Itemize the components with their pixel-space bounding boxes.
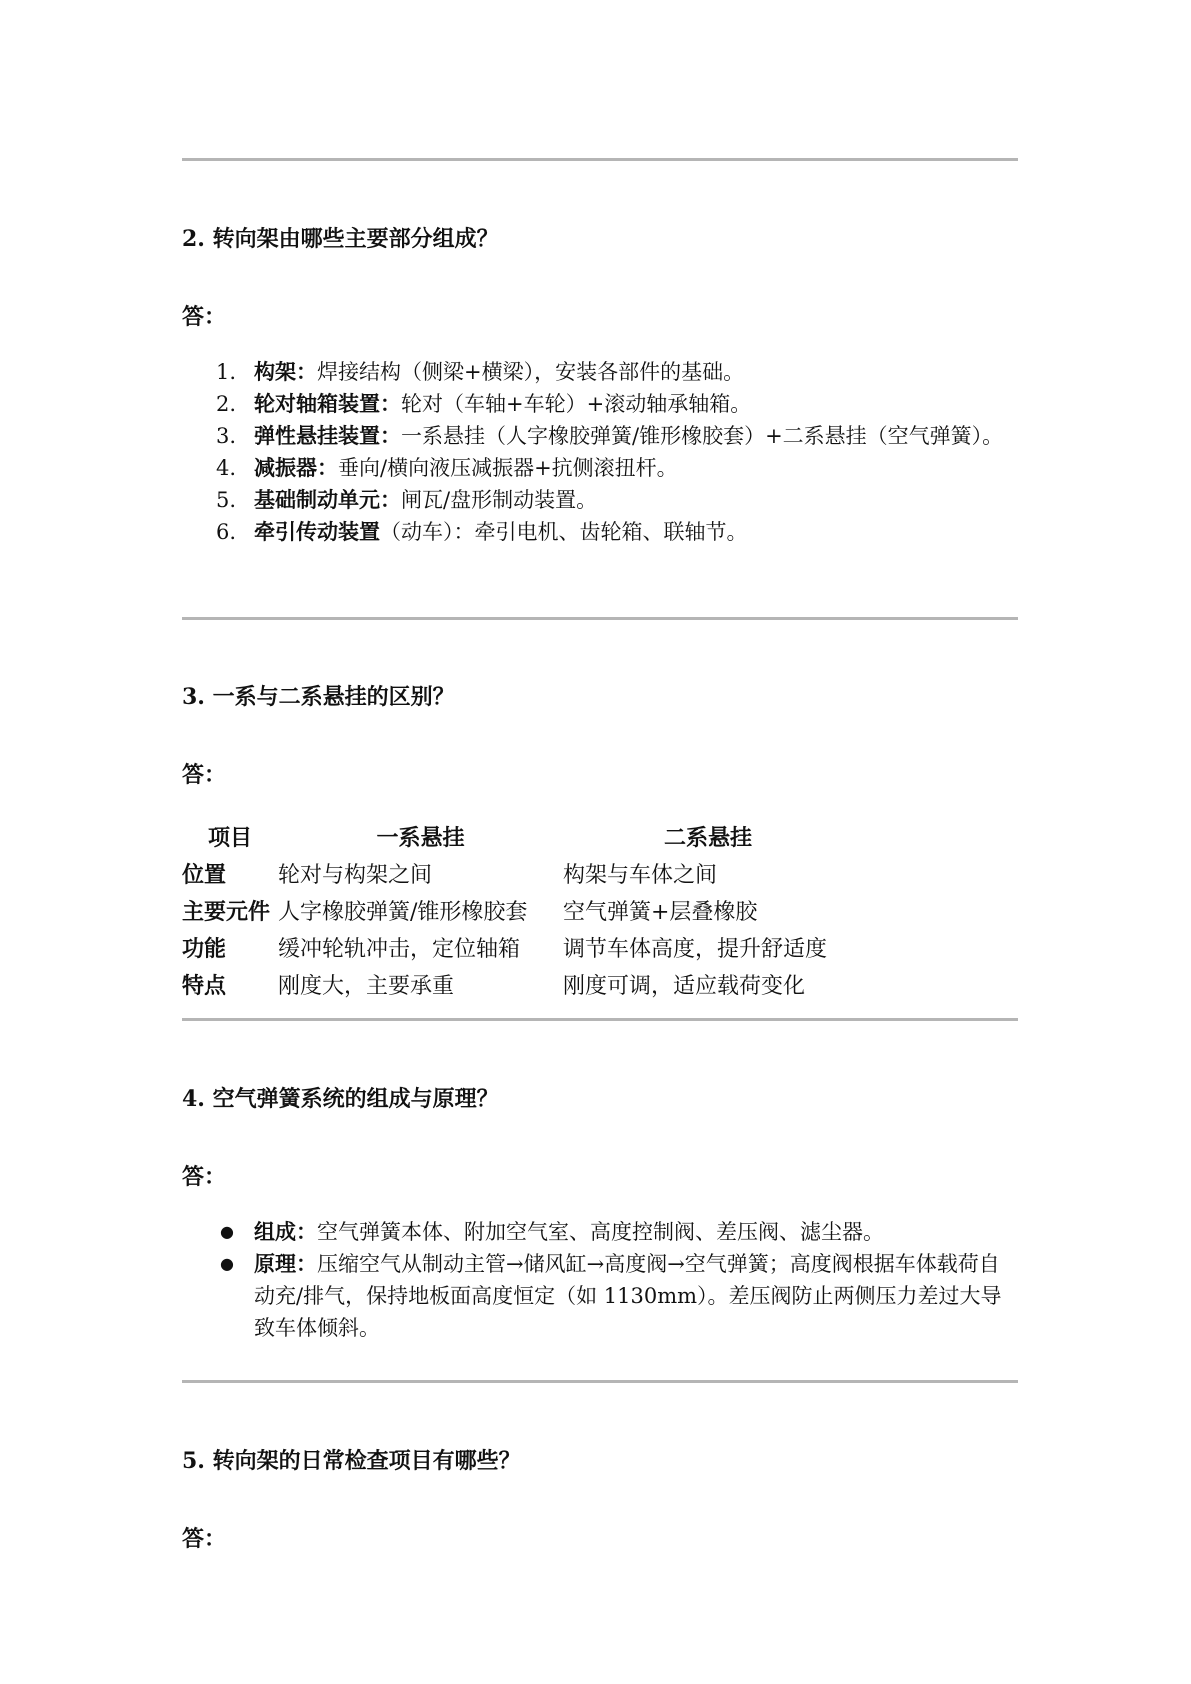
table-cell: 调节车体高度，提升舒适度: [563, 937, 828, 962]
question-title: 2. 转向架由哪些主要部分组成？: [182, 226, 499, 252]
answer-label: 答：: [182, 1164, 227, 1190]
answer-label: 答：: [182, 304, 227, 330]
table-row: [182, 929, 853, 966]
answer-label: 答：: [182, 762, 227, 788]
question-title: 3. 一系与二系悬挂的区别？: [182, 684, 455, 710]
section-divider: [182, 617, 1018, 620]
table-header: 二系悬挂: [663, 825, 752, 851]
table-cell: 刚度大，主要承重: [278, 974, 455, 999]
table-header: 一系悬挂: [376, 825, 465, 851]
question-title: 5. 转向架的日常检查项目有哪些？: [182, 1448, 521, 1474]
list-item: 6. 牵引传动装置（动车）：牵引电机、齿轮箱、联轴节。: [216, 519, 748, 544]
table-row: [182, 966, 853, 1003]
list-item: 2. 轮对轴箱装置：轮对（车轴+车轮）+滚动轴承轴箱。: [216, 391, 752, 416]
table-header-row: [182, 818, 853, 855]
list-item: 4. 减振器：垂向/横向液压减振器+抗侧滚扭杆。: [216, 455, 678, 480]
table-row: [182, 855, 853, 892]
table-cell: 空气弹簧+层叠橡胶: [563, 900, 758, 925]
table-cell: 人字橡胶弹簧/锥形橡胶套: [278, 900, 528, 925]
section-divider: [182, 158, 1018, 161]
list-item: 1. 构架：焊接结构（侧梁+横梁），安装各部件的基础。: [216, 359, 745, 384]
table-cell: 刚度可调，适应载荷变化: [563, 974, 806, 999]
section-divider: [182, 1380, 1018, 1383]
table-header: 项目: [207, 825, 252, 851]
table-row: [182, 892, 853, 929]
table-cell: 构架与车体之间: [563, 863, 718, 888]
list-item: ● 原理：压缩空气从制动主管→储风缸→高度阀→空气弹簧；高度阀根据车体载荷自动充/排气，保持地板面高度恒定（如 1130mm）。差压阀防止两侧压力差过大导致车体倾斜。: [216, 1248, 1016, 1344]
section-divider: [182, 1018, 1018, 1021]
question-title: 4. 空气弹簧系统的组成与原理？: [182, 1086, 499, 1112]
table-row-header: 位置: [182, 862, 227, 888]
comparison-table: [182, 818, 853, 1003]
table-cell: 缓冲轮轨冲击，定位轴箱: [278, 937, 521, 962]
list-item: 5. 基础制动单元：闸瓦/盘形制动装置。: [216, 487, 598, 512]
list-item: ● 组成：空气弹簧本体、附加空气室、高度控制阀、差压阀、滤尘器。: [216, 1216, 1016, 1248]
list-item: 3. 弹性悬挂装置：一系悬挂（人字橡胶弹簧/锥形橡胶套）+二系悬挂（空气弹簧）。: [216, 423, 1004, 448]
answer-label: 答：: [182, 1526, 227, 1552]
numbered-list: [216, 356, 1016, 548]
bullet-icon: ●: [220, 1222, 234, 1241]
table-row-header: 功能: [182, 936, 227, 962]
bullet-list: [216, 1216, 1016, 1344]
bullet-icon: ●: [220, 1254, 234, 1273]
table-cell: 轮对与构架之间: [278, 863, 433, 888]
table-row-header: 特点: [182, 973, 227, 999]
table-row-header: 主要元件: [182, 899, 271, 925]
